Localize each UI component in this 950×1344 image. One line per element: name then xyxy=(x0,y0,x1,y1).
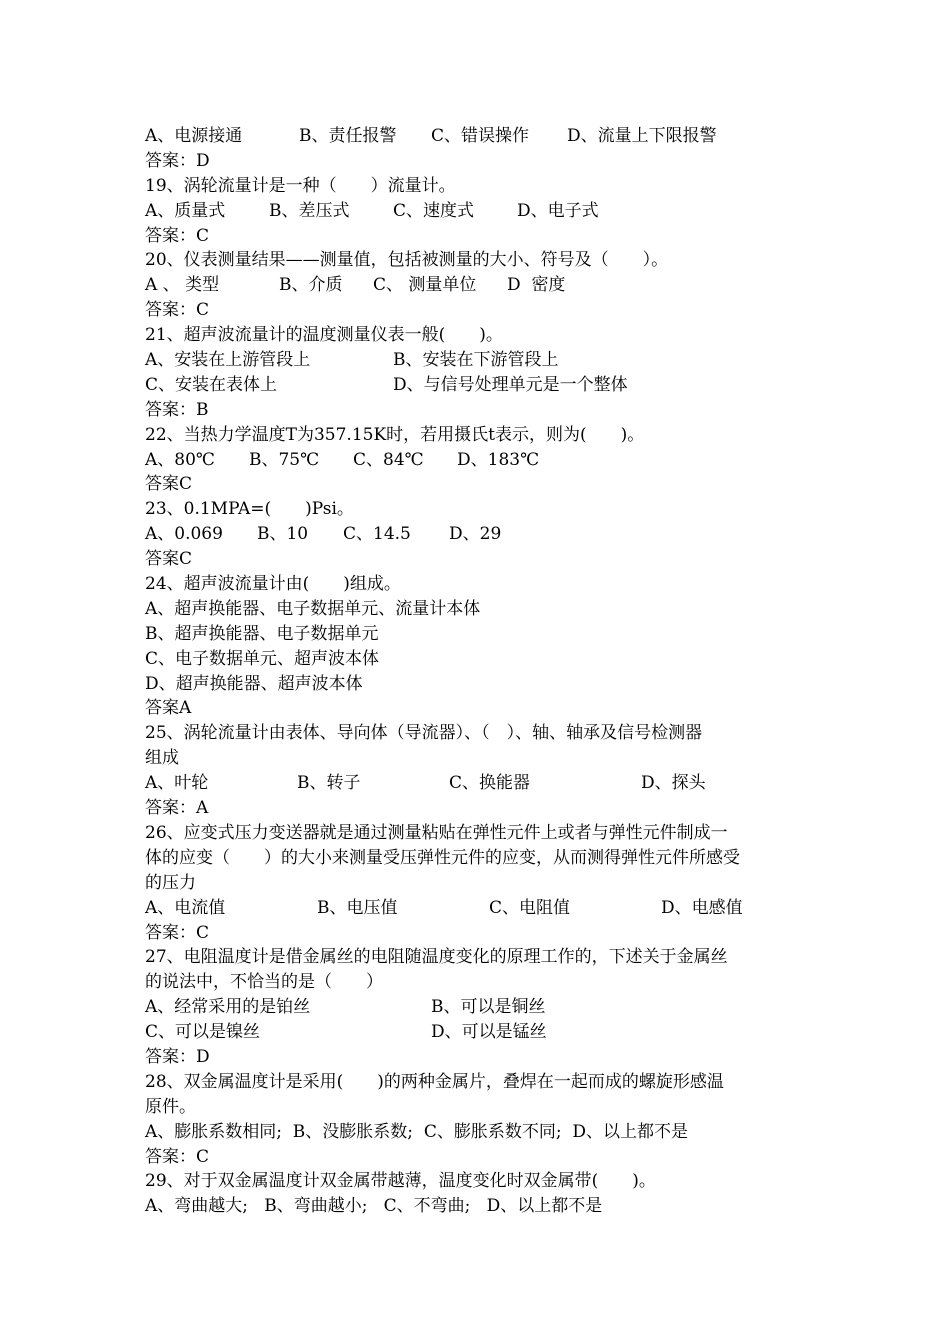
q22-option-c: C、84℃ xyxy=(353,449,424,470)
q27-answer: 答案：D xyxy=(145,1046,210,1067)
q19-option-c: C、速度式 xyxy=(393,200,475,221)
q28-answer: 答案：C xyxy=(145,1146,210,1167)
q20-option-b: B、介质 xyxy=(279,275,343,296)
q23-option-a: A、0.069 xyxy=(145,524,223,545)
q25-answer: 答案：A xyxy=(145,798,209,819)
q19-option-b: B、差压式 xyxy=(269,200,350,221)
q26-option-c: C、电阻值 xyxy=(489,897,571,918)
q20-option-d: D 密度 xyxy=(507,275,566,296)
q22-stem: 22、当热力学温度T为357.15K时，若用摄氏t表示，则为( )。 xyxy=(145,424,645,445)
q20-stem: 20、仪表测量结果——测量值，包括被测量的大小、符号及（ ）。 xyxy=(145,250,669,271)
q27-option-c: C、可以是镍丝 xyxy=(145,1022,261,1043)
q19-option-d: D、电子式 xyxy=(517,200,599,221)
q23-option-d: D、29 xyxy=(449,524,502,545)
q19-answer: 答案：C xyxy=(145,225,210,246)
q29-options: A、弯曲越大; B、弯曲越小; C、不弯曲; D、以上都不是 xyxy=(145,1196,603,1217)
q25-stem-line-1: 25、涡轮流量计由表体、导向体（导流器）、（ ）、轴、轴承及信号检测器 xyxy=(145,723,703,744)
q21-options-cd xyxy=(145,373,825,398)
q21-stem: 21、超声波流量计的温度测量仪表一般( )。 xyxy=(145,325,503,346)
q18-answer: 答案：D xyxy=(145,150,210,171)
q24-option-d: D、超声换能器、超声波本体 xyxy=(145,673,363,694)
q26-stem-line-3: 的压力 xyxy=(145,872,196,893)
q19-stem: 19、涡轮流量计是一种（ ）流量计。 xyxy=(145,175,456,196)
q21-option-a: A、安装在上游管段上 xyxy=(145,350,311,371)
q27-options-cd xyxy=(145,1020,825,1045)
q25-stem-line-2: 组成 xyxy=(145,748,179,769)
q27-option-d: D、可以是锰丝 xyxy=(431,1022,547,1043)
q27-stem-line-1: 27、电阻温度计是借金属丝的电阻随温度变化的原理工作的，下述关于金属丝 xyxy=(145,947,728,968)
q25-option-d: D、探头 xyxy=(641,773,706,794)
q26-option-a: A、电流值 xyxy=(145,897,226,918)
q26-stem-line-2: 体的应变（ ）的大小来测量受压弹性元件的应变，从而测得弹性元件所感受 xyxy=(145,847,740,868)
q18-options xyxy=(145,124,825,149)
q21-option-d: D、与信号处理单元是一个整体 xyxy=(393,374,628,395)
q19-option-a: A、质量式 xyxy=(145,200,226,221)
q26-stem-line-1: 26、应变式压力变送器就是通过测量粘贴在弹性元件上或者与弹性元件制成一 xyxy=(145,822,728,843)
q24-option-b: B、超声换能器、电子数据单元 xyxy=(145,623,379,644)
q24-answer: 答案A xyxy=(145,698,192,719)
q27-option-a: A、经常采用的是铂丝 xyxy=(145,997,311,1018)
q23-answer: 答案C xyxy=(145,549,193,570)
q21-answer: 答案：B xyxy=(145,399,209,420)
q19-options xyxy=(145,199,825,224)
q22-option-b: B、75℃ xyxy=(249,449,320,470)
document-page xyxy=(145,124,825,1219)
q18-option-d: D、流量上下限报警 xyxy=(567,126,717,146)
q27-stem-line-2: 的说法中，不恰当的是（ ） xyxy=(145,972,383,993)
q26-options xyxy=(145,896,825,921)
q23-options xyxy=(145,522,825,547)
q21-options-ab xyxy=(145,348,825,373)
q24-option-c: C、电子数据单元、超声波本体 xyxy=(145,648,380,669)
q22-answer: 答案C xyxy=(145,474,193,495)
q26-option-d: D、电感值 xyxy=(661,897,743,918)
q29-stem: 29、对于双金属温度计双金属带越薄，温度变化时双金属带( )。 xyxy=(145,1171,656,1192)
q28-options: A、膨胀系数相同; B、没膨胀系数; C、膨胀系数不同; D、以上都不是 xyxy=(145,1121,689,1142)
q22-option-d: D、183℃ xyxy=(457,449,540,470)
q20-option-a: A 、 类型 xyxy=(145,275,220,296)
q25-option-c: C、换能器 xyxy=(449,773,531,794)
q18-option-b: B、责任报警 xyxy=(299,126,397,146)
q20-answer: 答案：C xyxy=(145,300,210,321)
q25-option-b: B、转子 xyxy=(297,773,361,794)
q27-options-ab xyxy=(145,995,825,1020)
q23-stem: 23、0.1MPA=( )Psi。 xyxy=(145,499,354,520)
q18-option-c: C、错误操作 xyxy=(431,126,530,146)
q21-option-b: B、安装在下游管段上 xyxy=(393,350,559,371)
q26-answer: 答案：C xyxy=(145,922,210,943)
q22-options xyxy=(145,448,825,473)
q23-option-b: B、10 xyxy=(257,524,309,545)
q18-option-a: A、电源接通 xyxy=(145,126,243,146)
q24-stem: 24、超声波流量计由( )组成。 xyxy=(145,574,401,595)
q20-options xyxy=(145,273,825,298)
q28-stem-line-2: 原件。 xyxy=(145,1096,196,1117)
q27-option-b: B、可以是铜丝 xyxy=(431,997,546,1018)
q24-option-a: A、超声换能器、电子数据单元、流量计本体 xyxy=(145,598,481,619)
q25-option-a: A、叶轮 xyxy=(145,773,209,794)
q26-option-b: B、电压值 xyxy=(317,897,398,918)
q23-option-c: C、14.5 xyxy=(343,524,411,545)
q22-option-a: A、80℃ xyxy=(145,449,215,470)
q20-option-c: C、 测量单位 xyxy=(373,275,477,296)
q25-options xyxy=(145,771,825,796)
q28-stem-line-1: 28、双金属温度计是采用( )的两种金属片，叠焊在一起而成的螺旋形感温 xyxy=(145,1071,724,1092)
q21-option-c: C、安装在表体上 xyxy=(145,374,278,395)
